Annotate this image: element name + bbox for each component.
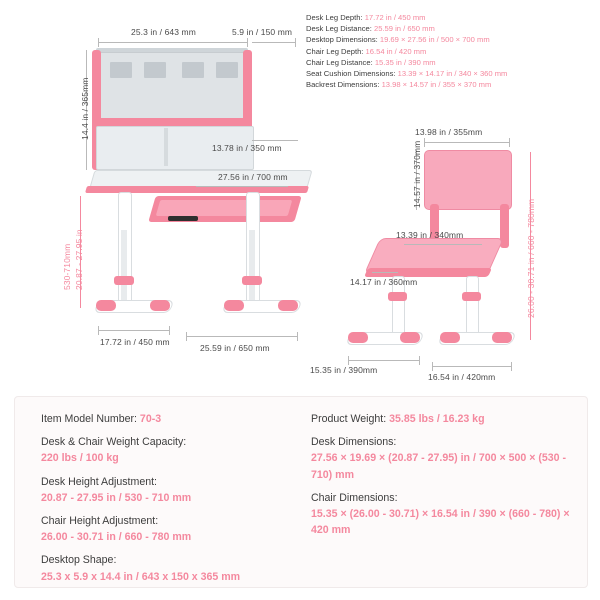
- spec-label: Product Weight:: [311, 413, 387, 425]
- spec-value: 20.87 - 27.95 in / 530 - 710 mm: [41, 491, 192, 504]
- desk-hutch-shelf-divider: [164, 128, 168, 166]
- desk-hutch-accent-bar: [98, 118, 248, 126]
- spec-item: [311, 490, 581, 506]
- spec-label: Chair Height Adjustment:: [41, 515, 159, 528]
- hutch-window-icon: [144, 62, 166, 78]
- dim-desktop-width: 27.56 in / 700 mm: [218, 172, 288, 182]
- spec-value: 15.35 in / 390 mm: [374, 57, 436, 67]
- dim-hutch-depth: 5.9 in / 150 mm: [232, 27, 293, 37]
- spec-item: [41, 552, 291, 568]
- dimension-tick: [98, 38, 99, 47]
- chair-leg-accent-left: [388, 292, 407, 301]
- desk-leg-inner-left: [121, 230, 127, 300]
- dimension-line: [186, 336, 298, 337]
- desk-leg-accent-left: [114, 276, 134, 285]
- spec-item-value: [41, 569, 291, 585]
- dim-desk-height-mm: 530-710mm: [62, 243, 72, 290]
- spec-item: [311, 411, 581, 427]
- spec-label: Chair Leg Depth:: [306, 46, 364, 56]
- dimension-tick: [511, 362, 512, 371]
- spec-value: 26.00 - 30.71 in / 660 - 780 mm: [41, 531, 192, 544]
- hutch-window-icon: [216, 62, 238, 78]
- desk-foot-cap: [96, 300, 116, 311]
- dim-desk-leg-distance: 25.59 in / 650 mm: [200, 343, 270, 353]
- dimension-line: [252, 42, 296, 43]
- chair-foot-cap: [492, 332, 512, 343]
- dimension-tick: [98, 326, 99, 335]
- desk-foot-cap: [150, 300, 170, 311]
- dim-chair-leg-distance: 16.54 in / 420mm: [428, 372, 496, 382]
- dimension-line: [196, 186, 288, 187]
- desk-leg-accent-right: [242, 276, 262, 285]
- spec-panel-left-column: [41, 411, 291, 585]
- dim-chair-backrest-width: 13.98 in / 355mm: [415, 127, 483, 137]
- spec-label: Desk Height Adjustment:: [41, 475, 157, 488]
- dimension-tick: [509, 138, 510, 147]
- dim-shelf-depth: 13.78 in / 350 mm: [212, 143, 282, 153]
- spec-label: Desk & Chair Weight Capacity:: [41, 436, 187, 449]
- spec-value: 16.54 in / 420 mm: [365, 46, 427, 56]
- dimension-tick: [419, 356, 420, 365]
- desk-leg-inner-right: [249, 230, 255, 300]
- spec-value: 17.72 in / 450 mm: [364, 13, 426, 22]
- dimension-tick: [186, 332, 187, 341]
- dim-desk-height-in: 20.87 - 27.95 in: [74, 229, 84, 290]
- dimension-tick: [424, 138, 425, 147]
- dim-chair-backrest-height: 14.57 in / 370mm: [412, 140, 422, 208]
- spec-value: 220 lbs / 100 kg: [41, 452, 119, 465]
- desk-drawer-handle: [168, 216, 198, 221]
- dimension-line: [424, 142, 510, 143]
- spec-label: Seat Cushion Dimensions:: [306, 69, 396, 79]
- spec-panel-right-column: [311, 411, 581, 538]
- dimension-tick: [247, 38, 248, 47]
- spec-label: Chair Dimensions:: [311, 491, 398, 504]
- spec-value: 70-3: [139, 413, 162, 425]
- dimension-line: [348, 360, 420, 361]
- dimension-line: [404, 244, 482, 245]
- spec-value: 25.3 x 5.9 x 14.4 in / 643 x 150 x 365 mm: [41, 570, 241, 583]
- dim-chair-total-height: 26.00 - 30.71 in / 660 - 780mm: [526, 198, 536, 318]
- spec-value: 13.98 × 14.57 in / 355 × 370 mm: [381, 80, 492, 90]
- spec-label: Desktop Dimensions:: [306, 35, 378, 45]
- chair-foot-cap: [348, 332, 368, 343]
- desk-drawer-face: [156, 200, 293, 216]
- spec-value: 13.39 × 14.17 in / 340 × 360 mm: [397, 69, 508, 79]
- spec-item-value: [311, 450, 581, 482]
- dim-chair-seat-width: 13.39 in / 340mm: [396, 230, 464, 240]
- desk-foot-cap: [278, 300, 298, 311]
- chair-foot-cap: [400, 332, 420, 343]
- spec-value: 35.85 lbs / 16.23 kg: [389, 413, 485, 425]
- spec-panel: [14, 396, 588, 588]
- dim-hutch-width: 25.3 in / 643 mm: [131, 27, 196, 37]
- spec-value: 25.59 in / 650 mm: [373, 24, 435, 34]
- dimension-line: [98, 330, 170, 331]
- spec-value: 15.35 × (26.00 - 30.71) × 16.54 in / 390 × (660 - 780) × 420 mm: [311, 508, 570, 537]
- spec-item: [41, 474, 291, 490]
- spec-label: Item Model Number:: [41, 413, 137, 425]
- spec-item: [41, 411, 291, 427]
- dimension-line: [372, 272, 398, 273]
- dimension-tick: [432, 362, 433, 371]
- spec-label: Backrest Dimensions:: [306, 80, 380, 90]
- dim-chair-seat-depth: 14.17 in / 360mm: [350, 277, 418, 287]
- spec-label: Desk Leg Distance:: [306, 24, 372, 34]
- dimension-tick: [295, 38, 296, 47]
- dim-hutch-height: 14.4 in / 365mm: [80, 77, 90, 140]
- spec-item: [311, 434, 581, 450]
- spec-item-value: [41, 529, 291, 545]
- dim-chair-foot-depth: 15.35 in / 390mm: [310, 365, 378, 375]
- dimension-tick: [297, 332, 298, 341]
- spec-item-value: [41, 450, 291, 466]
- chair-leg-accent-right: [462, 292, 481, 301]
- spec-item: [41, 434, 291, 450]
- hutch-window-icon: [182, 62, 204, 78]
- desk-foot-cap: [224, 300, 244, 311]
- dimension-tick: [169, 326, 170, 335]
- dimension-line: [98, 42, 248, 43]
- spec-label: Desktop Shape:: [41, 554, 117, 567]
- spec-label: Chair Leg Distance:: [306, 57, 373, 67]
- spec-item-value: [311, 506, 581, 538]
- dim-desk-foot-depth: 17.72 in / 450 mm: [100, 337, 170, 347]
- spec-label: Desk Dimensions:: [311, 436, 397, 449]
- chair-backrest: [424, 150, 512, 210]
- spec-value: 19.69 × 27.56 in / 500 × 700 mm: [379, 35, 490, 45]
- dimension-line: [432, 366, 512, 367]
- spec-item: [41, 513, 291, 529]
- dimension-line: [252, 140, 298, 141]
- chair-foot-cap: [440, 332, 460, 343]
- spec-item-value: [41, 490, 291, 506]
- dimension-tick: [348, 356, 349, 365]
- hutch-window-icon: [110, 62, 132, 78]
- spec-label: Desk Leg Depth:: [306, 13, 363, 22]
- spec-value: 27.56 × 19.69 × (20.87 - 27.95) in / 700 × 500 × (530 - 710) mm: [311, 452, 567, 481]
